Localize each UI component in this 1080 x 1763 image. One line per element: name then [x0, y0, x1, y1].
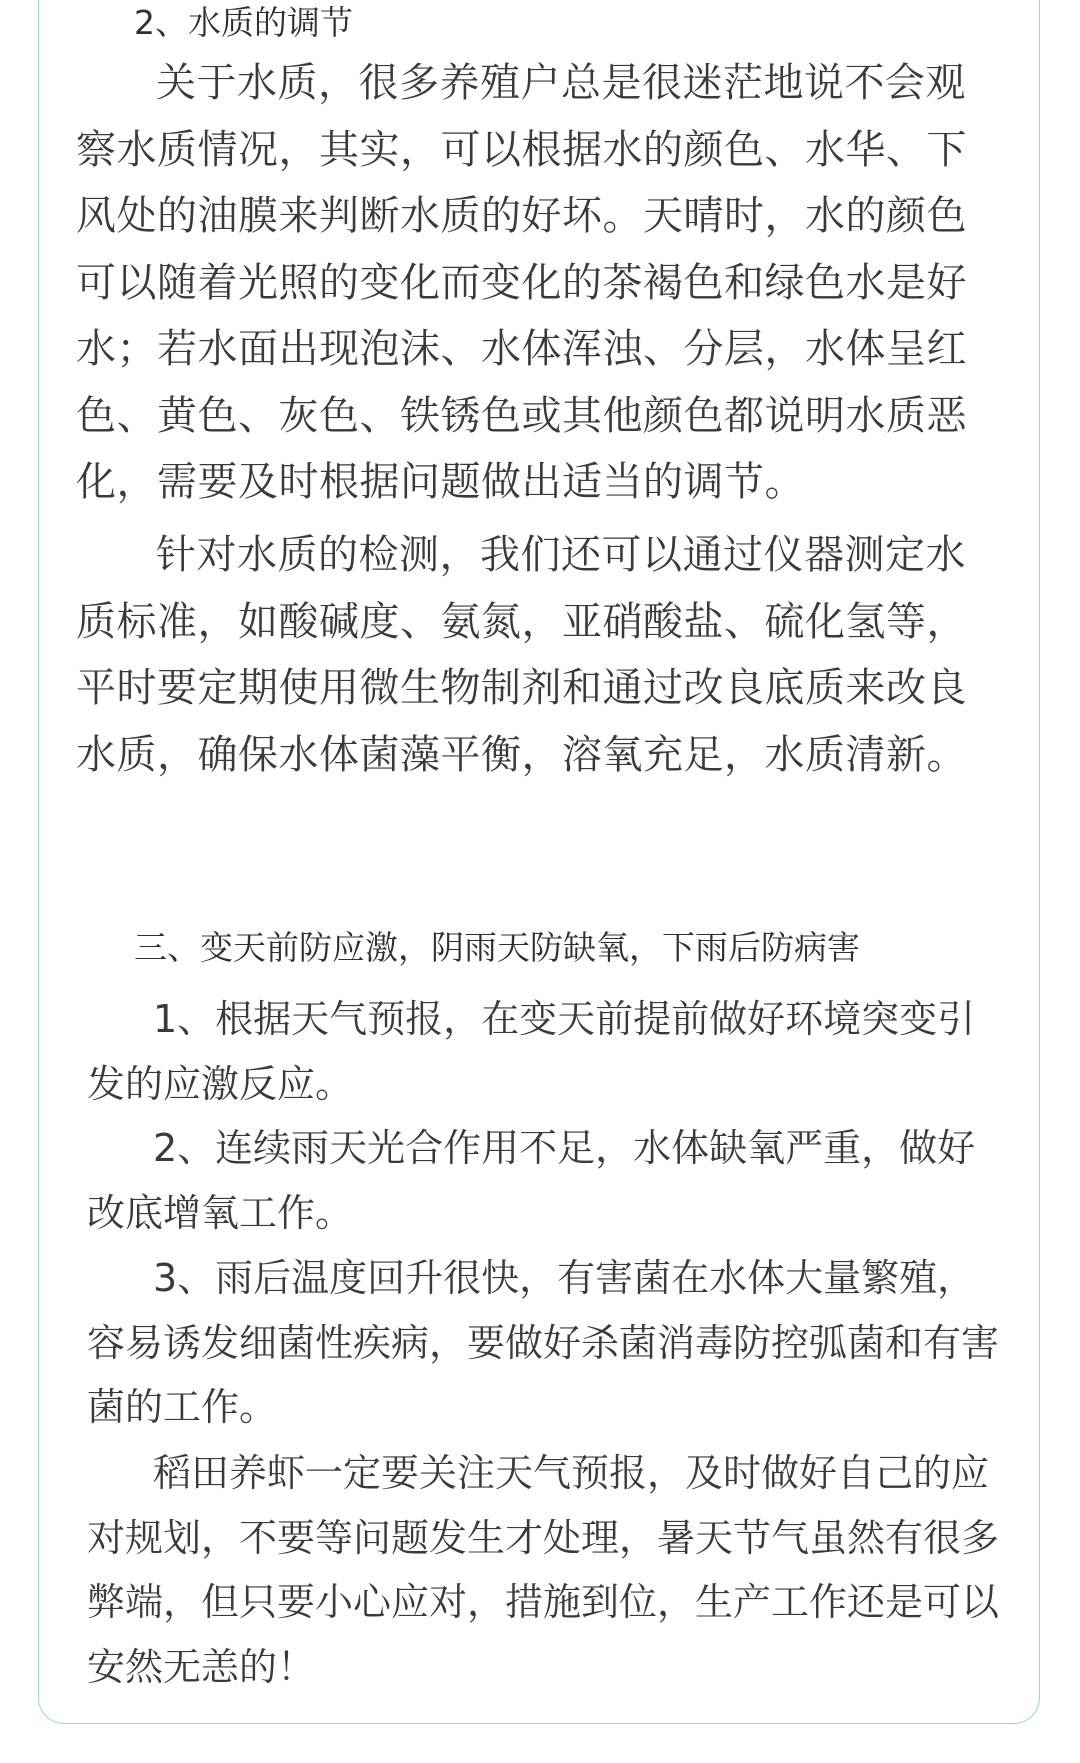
water-quality-testing-paragraph: 针对水质的检测，我们还可以通过仪器测定水质标准，如酸碱度、氨氮，亚硝酸盐、硫化氢等，平时要定期使用微生物制剂和通过改良底质来改良水质，确保水体菌藻平衡，溶氧充足，水质清新。: [76, 532, 967, 778]
conclusion-paragraph: 稻田养虾一定要关注天气预报，及时做好自己的应对规划，不要等问题发生才处理，暑天节气虽然有很多弊端，但只要小心应对，措施到位，生产工作还是可以安然无恙的！: [87, 1451, 1000, 1689]
list-item-rainy-days-oxygen: 2、连续雨天光合作用不足，水体缺氧严重，做好改底增氧工作。: [87, 1126, 976, 1235]
section-3-heading: 三、变天前防应激，阴雨天防缺氧，下雨后防病害: [134, 928, 860, 967]
list-item-weather-forecast: 1、根据天气预报，在变天前提前做好环境突变引发的应激反应。: [87, 997, 976, 1106]
section-2-heading: 2、水质的调节: [134, 3, 353, 42]
water-quality-observation-paragraph: 关于水质，很多养殖户总是很迷茫地说不会观察水质情况，其实，可以根据水的颜色、水华、下风处的油膜来判断水质的好坏。天晴时，水的颜色可以随着光照的变化而变化的茶褐色和绿色水是好水；若水面出现泡沫、水体浑浊、分层，水体呈红色、黄色、灰色、铁锈色或其他颜色都说明水质恶化，需要及时根据问题做出适当的调节。: [76, 60, 967, 505]
list-item-after-rain-disease: 3、雨后温度回升很快，有害菌在水体大量繁殖，容易诱发细菌性疾病，要做好杀菌消毒防控弧菌和有害菌的工作。: [87, 1256, 1000, 1429]
